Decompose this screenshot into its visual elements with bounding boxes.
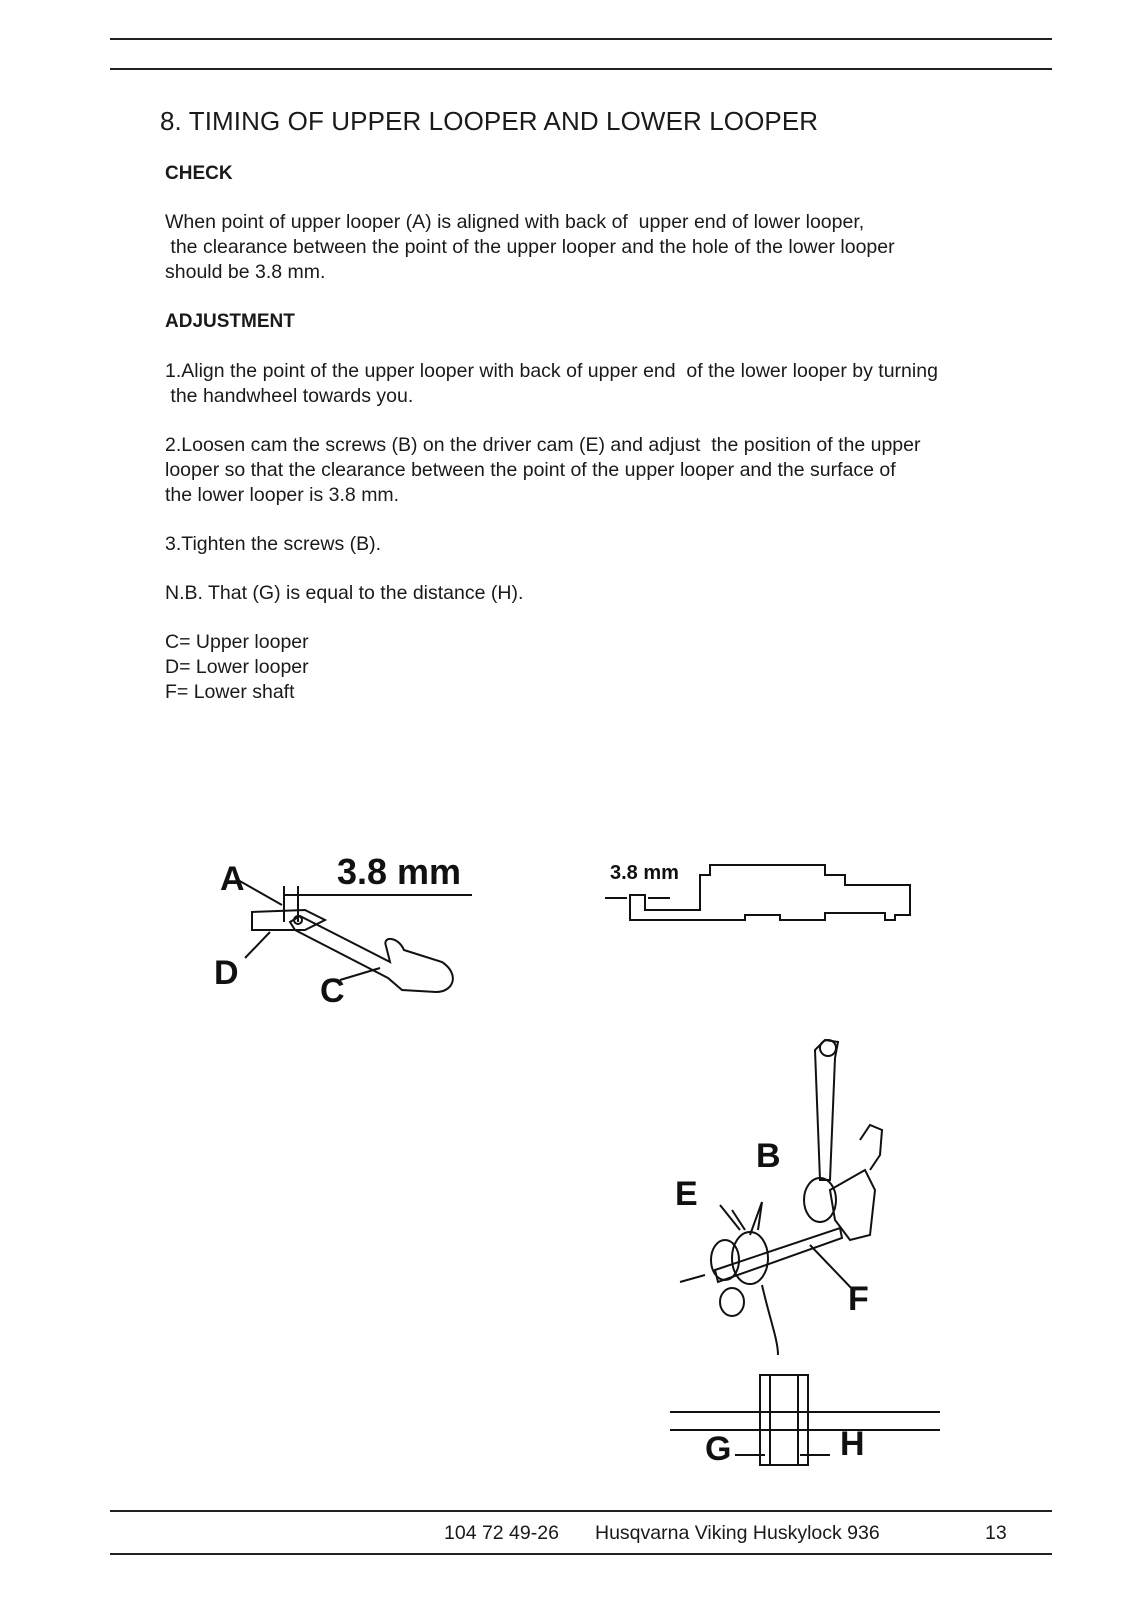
step-1 — [165, 359, 938, 409]
label-e: E — [675, 1175, 698, 1213]
footer-part-number: 104 72 49-26 — [444, 1522, 559, 1544]
step-2-line: looper so that the clearance between the point of the upper looper and the surface of — [165, 459, 896, 481]
step-2 — [165, 433, 920, 508]
note: N.B. That (G) is equal to the distance (H). — [165, 582, 524, 604]
legend-item: F= Lower shaft — [165, 681, 295, 703]
footer-page-number: 13 — [985, 1522, 1007, 1544]
step-3: 3.Tighten the screws (B). — [165, 533, 382, 555]
upper-looper-shape — [290, 916, 453, 992]
fig1-dimension-label: 3.8 mm — [337, 851, 462, 892]
label-g: G — [705, 1430, 732, 1468]
bottom-rule-1 — [110, 1510, 1052, 1512]
top-rule-1 — [110, 38, 1052, 40]
lower-looper-shape — [252, 910, 325, 930]
step-1-line: 1.Align the point of the upper looper with back of upper end of the lower looper by turning — [165, 360, 938, 382]
legend-item: D= Lower looper — [165, 656, 309, 678]
section-title: 8. TIMING OF UPPER LOOPER AND LOWER LOOPER — [160, 106, 819, 136]
step-2-line: 2.Loosen cam the screws (B) on the driver cam (E) and adjust the position of the upper — [165, 434, 921, 456]
check-line: the clearance between the point of the upper looper and the hole of the lower looper — [165, 236, 895, 258]
label-b: B — [756, 1137, 781, 1175]
bottom-rule-2 — [110, 1553, 1052, 1555]
driver-cam-figure — [670, 1030, 940, 1480]
label-f: F — [848, 1280, 869, 1318]
cam-cross-section — [760, 1375, 808, 1465]
connecting-rod — [815, 1040, 838, 1180]
label-d: D — [214, 954, 239, 992]
looper-clearance-figure — [210, 850, 490, 1020]
label-c: C — [320, 972, 345, 1010]
footer-product: Husqvarna Viking Huskylock 936 — [595, 1522, 880, 1544]
legend-item: C= Upper looper — [165, 631, 309, 653]
check-line: When point of upper looper (A) is aligned with back of upper end of lower looper, — [165, 211, 865, 233]
adjustment-heading: ADJUSTMENT — [165, 311, 295, 332]
legend — [165, 630, 309, 705]
check-line: should be 3.8 mm. — [165, 261, 326, 283]
label-h: H — [840, 1425, 865, 1463]
looper-profile-figure — [605, 855, 935, 945]
top-rule-2 — [110, 68, 1052, 70]
check-paragraph — [165, 210, 895, 285]
label-a: A — [220, 860, 245, 898]
step-2-line: the lower looper is 3.8 mm. — [165, 484, 400, 506]
fig2-dimension-label: 3.8 mm — [610, 862, 679, 884]
check-heading: CHECK — [165, 163, 233, 184]
step-1-line: the handwheel towards you. — [165, 385, 414, 407]
